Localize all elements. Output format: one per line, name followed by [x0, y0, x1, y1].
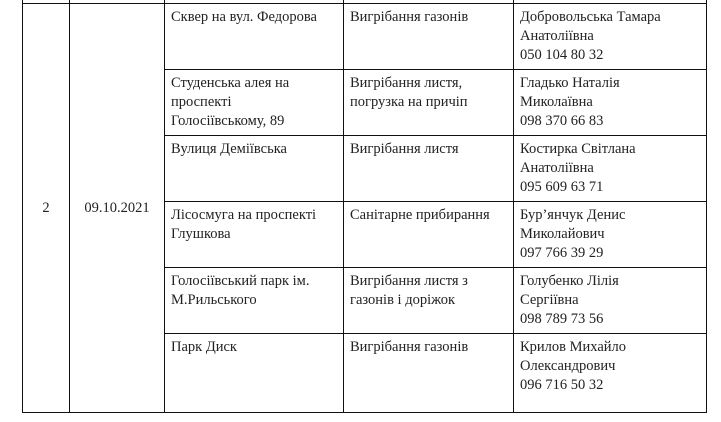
responsible-phone: 095 609 63 71	[520, 179, 604, 195]
responsible-cell	[514, 268, 707, 334]
responsible-phone: 098 370 66 83	[520, 113, 604, 129]
work-text: Вигрібання газонів	[350, 9, 469, 25]
work-text: газонів і доріжок	[350, 292, 456, 308]
table-row	[23, 4, 707, 70]
work-cell	[344, 70, 514, 136]
work-cell	[344, 136, 514, 202]
location-text: Сквер на вул. Федорова	[171, 9, 317, 25]
responsible-name: Гладько Наталія	[520, 75, 620, 91]
responsible-cell	[514, 202, 707, 268]
responsible-name: Костирка Світлана	[520, 141, 636, 157]
location-cell	[165, 70, 344, 136]
responsible-cell	[514, 4, 707, 70]
work-text: Вигрібання листя	[350, 141, 459, 157]
location-text: Лісосмуга на проспекті	[171, 207, 317, 223]
responsible-patronymic: Анатоліївна	[520, 160, 594, 176]
work-cell	[344, 268, 514, 334]
responsible-phone: 050 104 80 32	[520, 47, 604, 63]
responsible-cell	[514, 136, 707, 202]
work-text: Вигрібання газонів	[350, 339, 469, 355]
responsible-cell	[514, 334, 707, 413]
work-cell	[344, 4, 514, 70]
location-text: Голосіївському, 89	[171, 113, 285, 129]
responsible-cell	[514, 70, 707, 136]
responsible-name: Добровольська Тамара	[520, 9, 661, 25]
responsible-name: Голубенко Лілія	[520, 273, 619, 289]
work-cell	[344, 202, 514, 268]
location-text: М.Рильського	[171, 292, 257, 308]
location-cell	[165, 268, 344, 334]
work-text: Санітарне прибирання	[350, 207, 490, 223]
schedule-table	[22, 0, 707, 413]
responsible-phone: 096 716 50 32	[520, 377, 604, 393]
location-cell	[165, 4, 344, 70]
responsible-name: Крилов Михайло	[520, 339, 627, 355]
responsible-phone: 097 766 39 29	[520, 245, 604, 261]
responsible-patronymic: Олександрович	[520, 358, 616, 374]
work-text: Вигрібання листя,	[350, 75, 463, 91]
responsible-name: Бур’янчук Денис	[520, 207, 626, 223]
group-number-cell: 2	[23, 4, 70, 413]
location-text: Голосіївський парк ім.	[171, 273, 310, 289]
location-text: Студенська алея на	[171, 75, 290, 91]
responsible-patronymic: Миколаївна	[520, 94, 593, 110]
location-text: проспекті	[171, 94, 232, 110]
work-text: погрузка на причіп	[350, 94, 468, 110]
location-text: Парк Диск	[171, 339, 237, 355]
location-cell	[165, 334, 344, 413]
work-text: Вигрібання листя з	[350, 273, 468, 289]
location-text: Вулиця Деміївська	[171, 141, 287, 157]
location-cell	[165, 202, 344, 268]
responsible-patronymic: Миколайович	[520, 226, 605, 242]
location-text: Глушкова	[171, 226, 231, 242]
group-date-cell: 09.10.2021	[70, 4, 165, 413]
responsible-patronymic: Анатоліївна	[520, 28, 594, 44]
responsible-phone: 098 789 73 56	[520, 311, 604, 327]
responsible-patronymic: Сергіївна	[520, 292, 579, 308]
location-cell	[165, 136, 344, 202]
work-cell	[344, 334, 514, 413]
